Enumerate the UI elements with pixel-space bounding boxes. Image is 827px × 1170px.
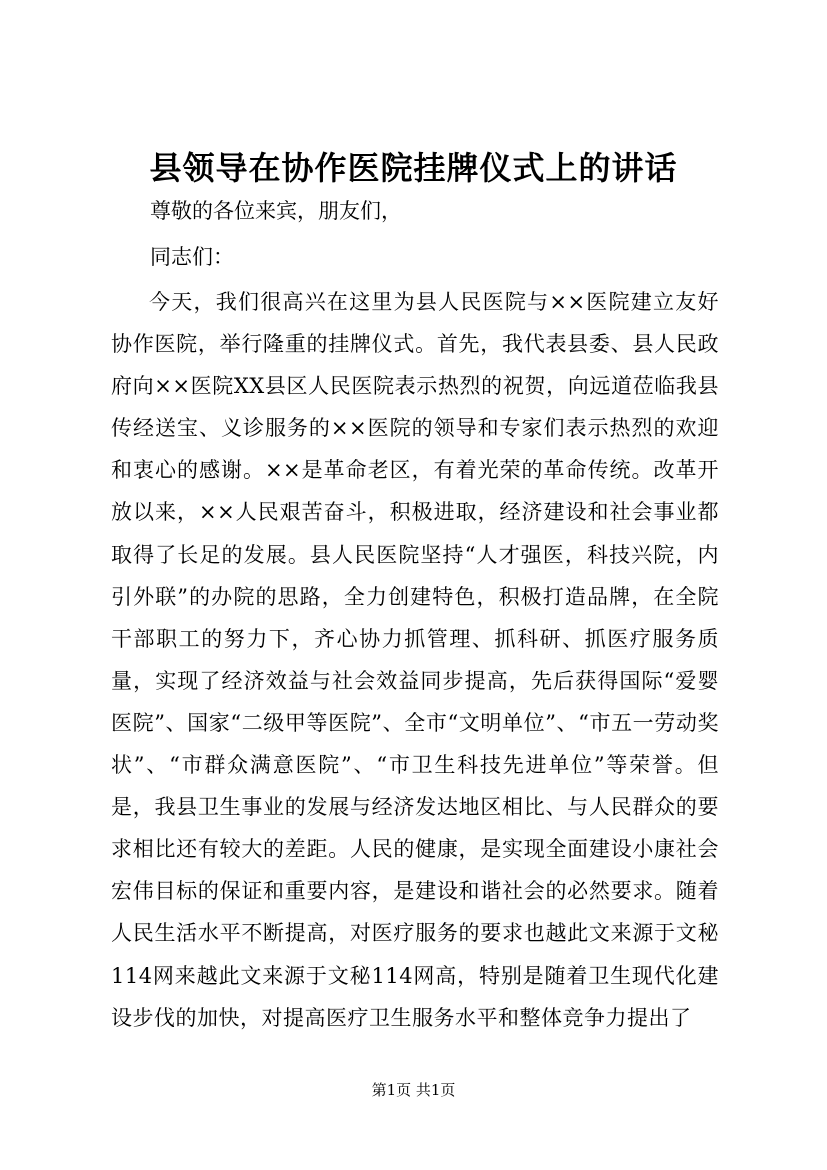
salutation-guests: 尊敬的各位来宾，朋友们， <box>150 199 402 223</box>
document-title: 县领导在协作医院挂牌仪式上的讲话 <box>149 149 678 187</box>
salutation-comrades: 同志们： <box>150 245 234 269</box>
speech-paragraph: 今天，我们很高兴在这里为县人民医院与××医院建立友好协作医院，举行隆重的挂牌仪式。首先，我代表县委、县人民政府向××医院XX县区人民医院表示热烈的祝贺，向远道莅临我县传经送宝、义诊服务的××医院的领导和专家们表示热烈的欢迎和衷心的感谢。××是革命老区，有着光荣的革命传统。改革开放以来，××人民艰苦奋斗，积极进取，经济建设和社会事业都取得了长足的发展。县人民医院坚持“人才强医，科技兴院，内引外联”的办院的思路，全力创建特色，积极打造品牌，在全院干部职工的努力下，齐心协力抓管理、抓科研、抓医疗服务质量，实现了经济效益与社会效益同步提高，先后获得国际“爱婴医院”、国家“二级甲等医院”、全市“文明单位”、“市五一劳动奖状”、“市群众满意医院”、“市卫生科技先进单位”等荣誉。但是，我县卫生事业的发展与经济发达地区相比、与人民群众的要求相比还有较大的差距。人民的健康，是实现全面建设小康社会宏伟目标的保证和重要内容，是建设和谐社会的必然要求。随着人民生活水平不断提高，对医疗服务的要求也越此文来源于文秘114网来越此文来源于文秘114网高，特别是随着卫生现代化建设步伐的加快，对提高医疗卫生服务水平和整体竞争力提出了 <box>111 290 719 1030</box>
page-number: 第1页 共1页 <box>371 1081 456 1099</box>
